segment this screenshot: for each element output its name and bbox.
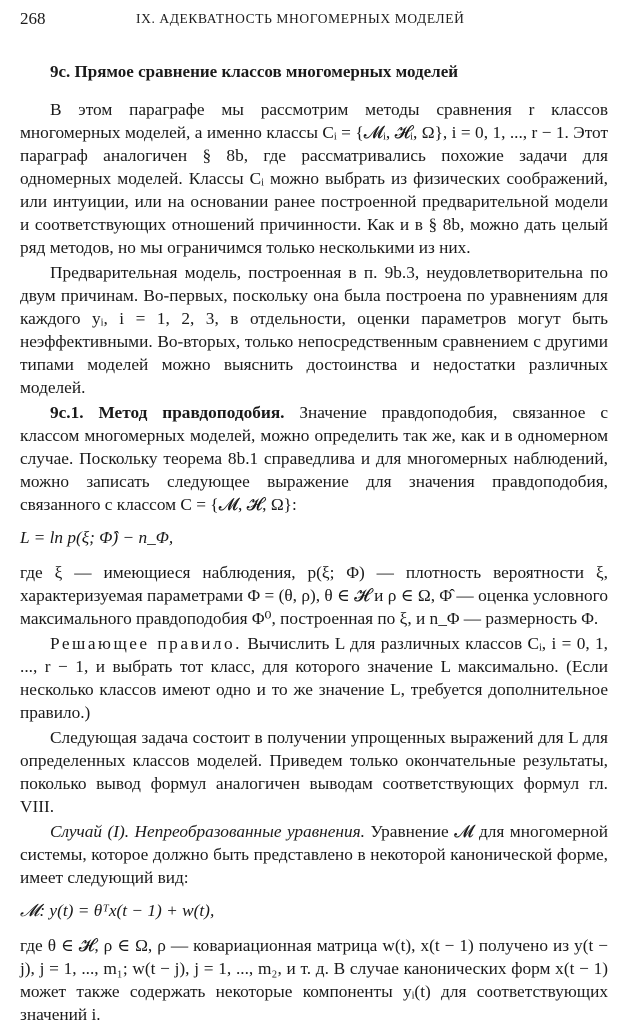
running-header	[20, 9, 606, 31]
formula-model: 𝓜: y(t) = θᵀx(t − 1) + w(t),	[20, 901, 215, 920]
subsection-heading: 9с.1. Метод правдоподобия.	[50, 403, 285, 422]
paragraph-preliminary-model: Предварительная модель, построенная в п. 9b.3, неудовлетворительна по двум причинам. Во-первых, поскольку она была построена по уравнениям для каждого yᵢ, i = 1, 2, 3, в отдельности, оценки параметров могут быть неэффективными. Во-вторых, только непосредственным сравнением с другими типами моделей можно выяснить достоинства и недостатки различных моделей.	[20, 263, 608, 397]
formula-likelihood: L = ln p(ξ; Φ̂) − n_Φ,	[20, 528, 174, 547]
paragraph-where: где θ ∈ 𝓗, ρ ∈ Ω, ρ — ковариационная матрица w(t), x(t − 1) получено из y(t − j), j = 1, ..., m₁; w(t − j), j = 1, ..., m₂, и т. д. В случае канонических форм x(t − 1) может также содержать некоторые компоненты yᵢ(t) для соответствующих значений i.	[20, 936, 608, 1024]
paragraph-likelihood-text: Значение правдоподобия, связанное с классом многомерных моделей, можно определить так же, как и в одномерном случае. Поскольку теорема 8b.1 справедлива и для многомерных наблюдений, можно записать следующее выражение для значения правдоподобия, связанного с классом C = {𝓜, 𝓗, Ω}:	[20, 403, 608, 514]
paragraph-intro: В этом параграфе мы рассмотрим методы сравнения r классов многомерных моделей, а именно классы Cᵢ = {𝓜ᵢ, 𝓗ᵢ, Ω}, i = 0, 1, ..., r − 1. Этот параграф аналогичен § 8b, где рассматривались похожие задачи для одномерных моделей. Классы Cᵢ можно выбрать из физических соображений, или интуиции, или на основании ранее построенной предварительной модели и соответствующих отношений причинности. Как и в § 8b, можно дать целый ряд методов, но мы ограничимся только несколькими из них.	[20, 100, 608, 257]
paragraph-likelihood-method	[20, 401, 608, 516]
running-title: IX. АДЕКВАТНОСТЬ МНОГОМЕРНЫХ МОДЕЛЕЙ	[136, 11, 465, 26]
paragraph-definitions: где ξ — имеющиеся наблюдения, p(ξ; Φ) — плотность вероятности ξ, характеризуемая параметрами Φ = (θ, ρ), θ ∈ 𝓗 и ρ ∈ Ω, Φ̂ — оценка условного максимального правдоподобия Φ⁰, построенная по ξ, и n_Φ — размерность Φ.	[20, 563, 608, 628]
paragraph-next-task: Следующая задача состоит в получении упрощенных выражений для L для определенных классов моделей. Приведем только окончательные результаты, поколько вывод формул аналогичен выводам соответствующих формул гл. VIII.	[20, 728, 608, 816]
paragraph-decision-rule	[20, 632, 608, 724]
decision-rule-heading: Решающее правило.	[50, 634, 242, 653]
paragraph-case-one	[20, 820, 608, 889]
case-one-text: Уравнение 𝓜 для многомерной системы, которое должно быть представлено в некоторой канонической форме, имеет следующий вид:	[20, 822, 608, 887]
decision-rule-text: Вычислить L для различных классов Cᵢ, i = 0, 1, ..., r − 1, и выбрать тот класс, для которого значение L максимально. (Если несколько классов имеют одно и то же значение L, требуется дополнительное правило.)	[20, 634, 608, 722]
section-title: 9с. Прямое сравнение классов многомерных моделей	[50, 62, 459, 81]
case-one-heading: Случай (I). Непреобразованные уравнения.	[50, 822, 365, 841]
page-number: 268	[20, 9, 46, 28]
body-text	[20, 98, 608, 1026]
